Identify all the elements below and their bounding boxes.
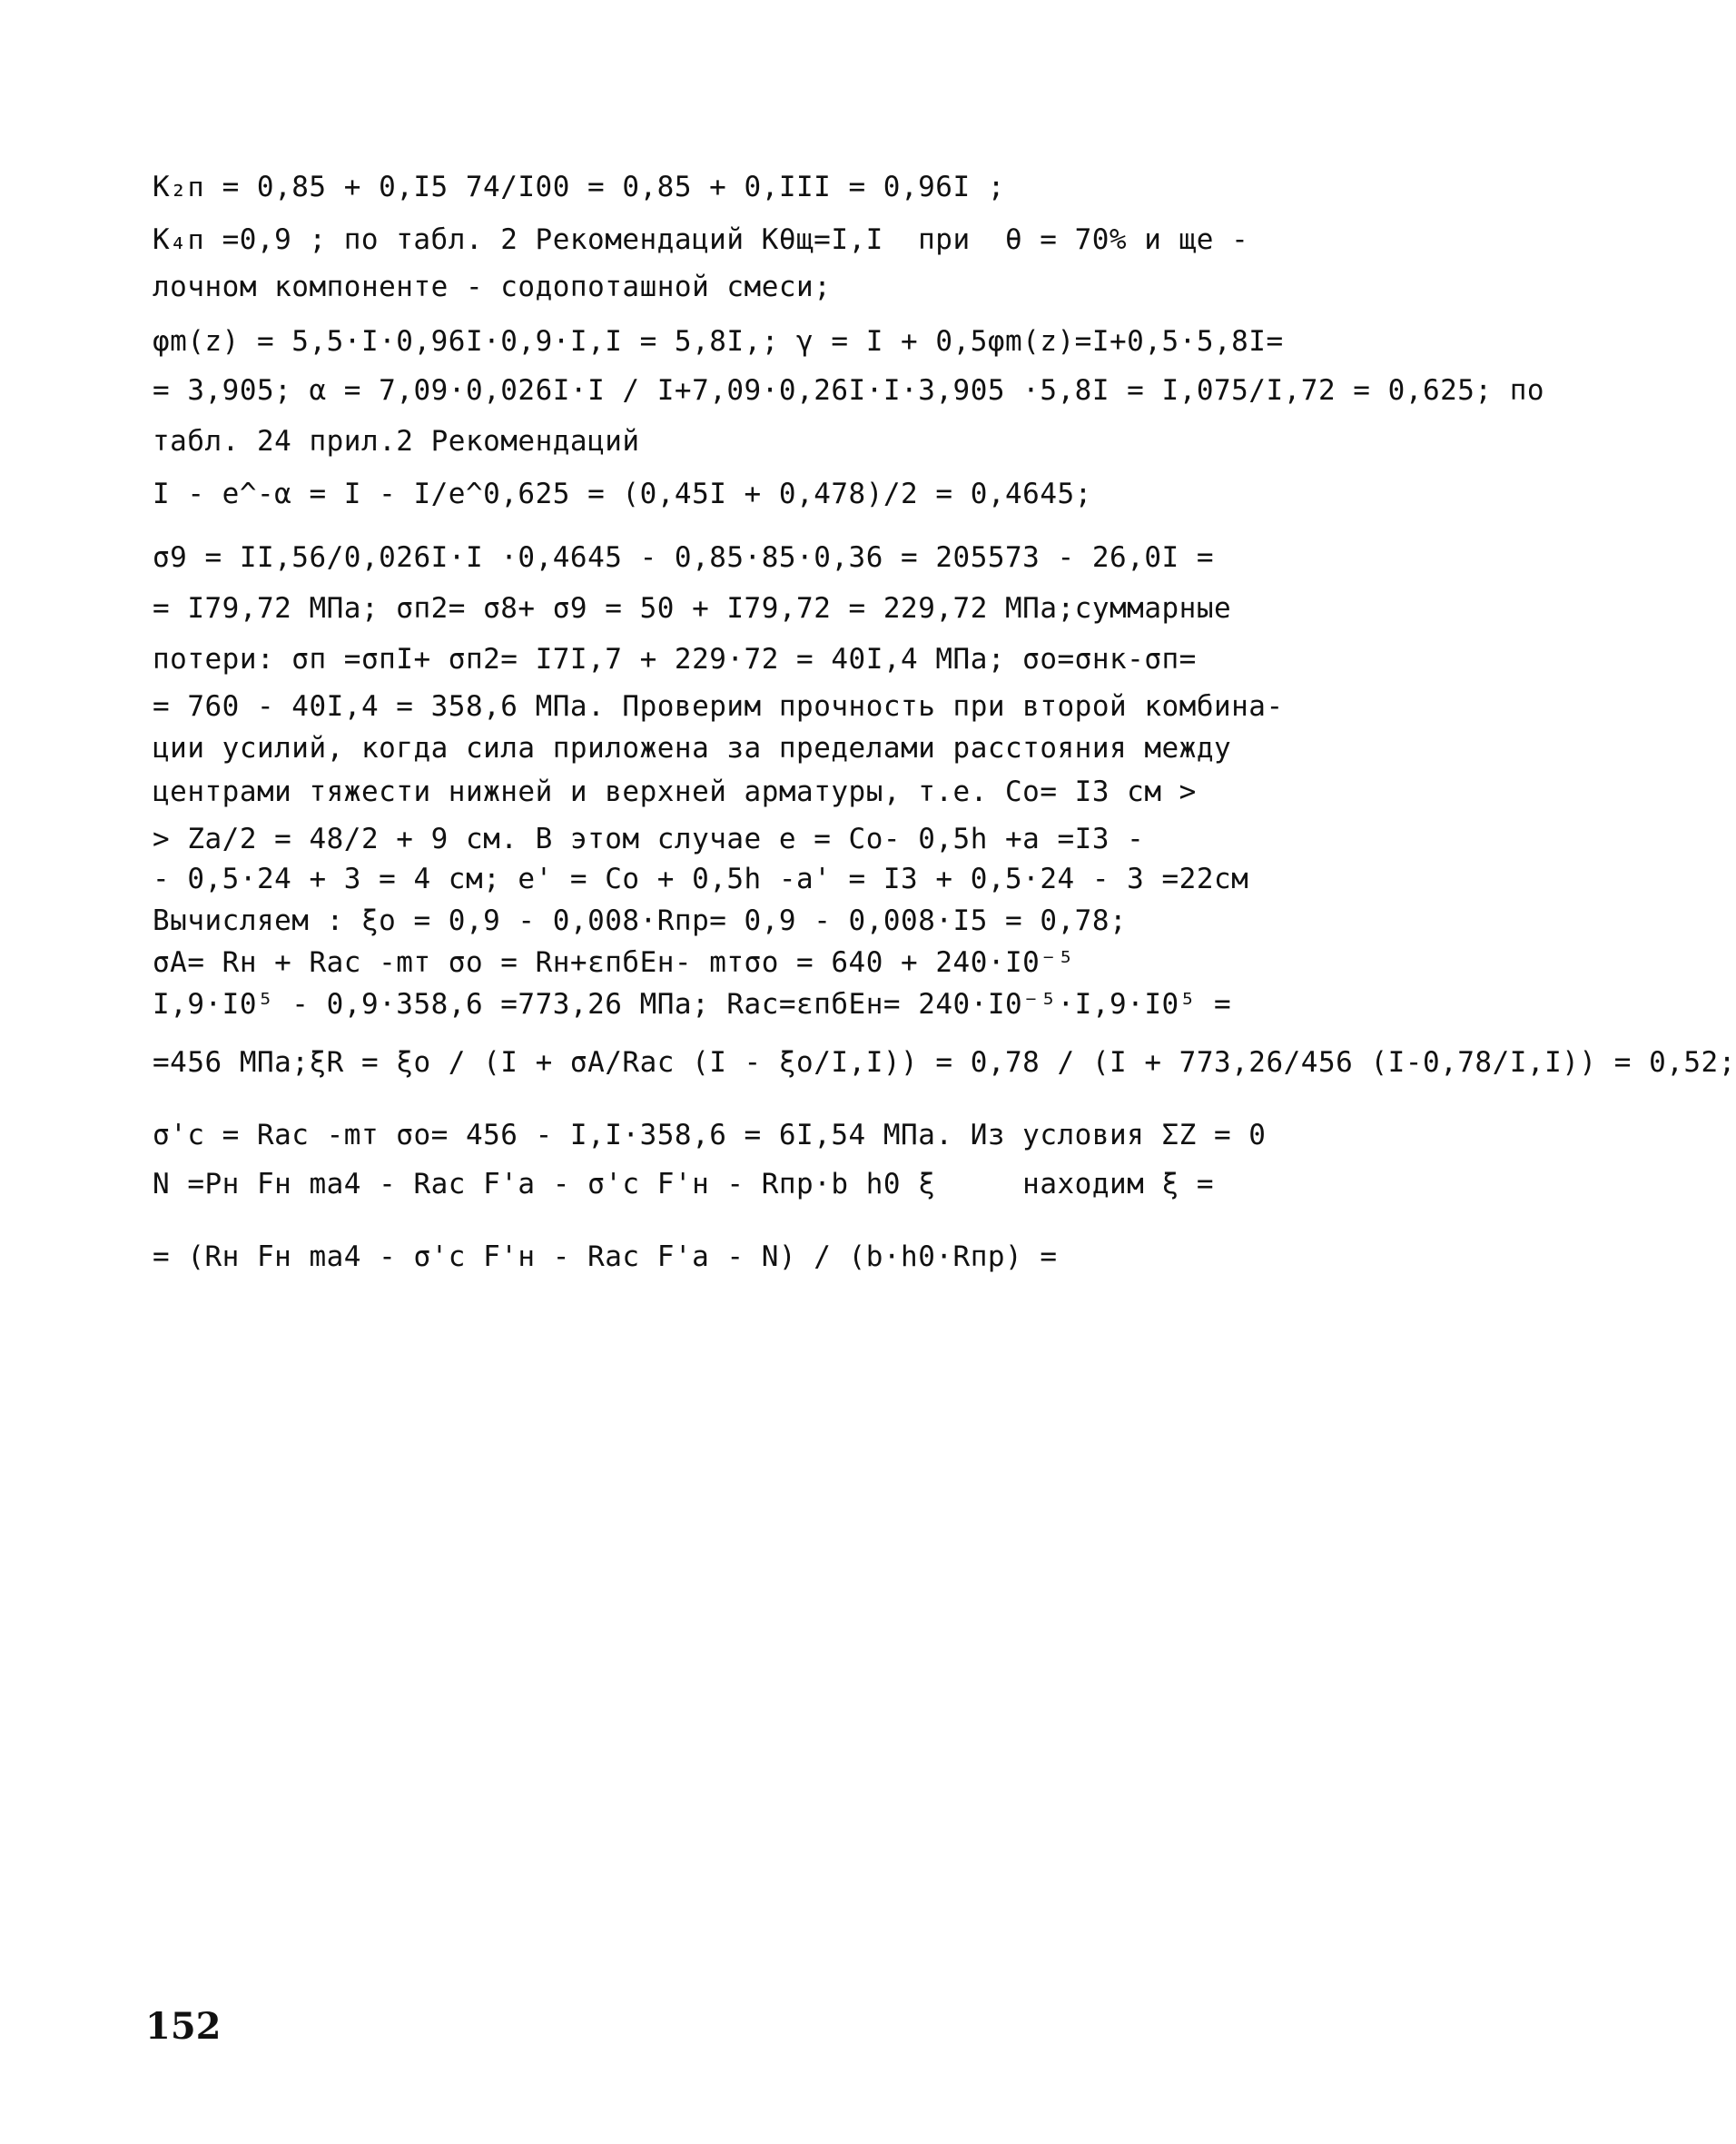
formula-line-5: = 3,905; α = 7,09·0,026I·I / I+7,09·0,26I·I·3,905 ·5,8I = I,075/I,72 = 0,625; по [153, 374, 1545, 407]
formula-line-22: = (Rн Fн ma4 - σ'с F'н - Rас F'a - N) / (b·h0·Rпр) = [153, 1240, 1058, 1273]
text-line-13: центрами тяжести нижней и верхней арматуры, т.е. Co= I3 см > [153, 776, 1197, 808]
formula-line-17: σA= Rн + Rас -mт σо = Rн+εпбEн- mтσо = 640 + 240·I0⁻⁵ [153, 946, 1075, 979]
formula-line-10: потери: σп =σпI+ σп2= I7I,7 + 229·72 = 40I,4 МПа; σо=σнк-σп= [153, 643, 1197, 676]
formula-line-7: I - e^-α = I - I/e^0,625 = (0,45I + 0,478)/2 = 0,4645; [153, 478, 1092, 510]
formula-line-14: > Za/2 = 48/2 + 9 см. В этом случае e = Co- 0,5h +a =I3 - [153, 823, 1145, 855]
formula-line-1: K₂ᴨ = 0,85 + 0,I5 74/I00 = 0,85 + 0,III = 0,96I ; [153, 171, 1005, 203]
formula-line-19: =456 МПа;ξR = ξo / (I + σA/Rас (I - ξo/I,I)) = 0,78 / (I + 773,26/456 (I-0,78/I,I)) = 0,52; [153, 1046, 1736, 1079]
text-line-3: лочном компоненте - содопоташной смеси; [153, 271, 832, 303]
page-number: 152 [145, 2005, 222, 2048]
formula-line-2: K₄ᴨ =0,9 ; по табл. 2 Рекомендаций Kθщ=I,I при θ = 70% и ще - [153, 223, 1249, 256]
text-line-12: ции усилий, когда сила приложена за пределами расстояния между [153, 732, 1232, 765]
formula-line-18: I,9·I0⁵ - 0,9·358,6 =773,26 МПа; Rас=εпбEн= 240·I0⁻⁵·I,9·I0⁵ = [153, 988, 1232, 1021]
formula-line-16: Вычисляем : ξo = 0,9 - 0,008·Rпр= 0,9 - 0,008·I5 = 0,78; [153, 904, 1128, 937]
text-line-6: табл. 24 прил.2 Рекомендаций [153, 425, 640, 458]
formula-line-20: σ'с = Rас -mт σо= 456 - I,I·358,6 = 6I,54 МПа. Из условия ΣZ = 0 [153, 1119, 1267, 1151]
formula-line-15: - 0,5·24 + 3 = 4 см; e' = Co + 0,5h -a' = I3 + 0,5·24 - 3 =22см [153, 863, 1249, 895]
text-line-11: = 760 - 40I,4 = 358,6 МПа. Проверим прочность при второй комбина- [153, 690, 1284, 723]
formula-line-4: φm(z) = 5,5·I·0,96I·0,9·I,I = 5,8I,; γ = I + 0,5φm(z)=I+0,5·5,8I= [153, 325, 1284, 358]
formula-line-9: = I79,72 МПа; σп2= σ8+ σ9 = 50 + I79,72 = 229,72 МПа;суммарные [153, 592, 1232, 625]
formula-line-8: σ9 = II,56/0,026I·I ·0,4645 - 0,85·85·0,36 = 205573 - 26,0I = [153, 541, 1214, 574]
formula-line-21: N =Pн Fн ma4 - Rас F'a - σ'с F'н - Rпр·b h0 ξ находим ξ = [153, 1168, 1214, 1200]
